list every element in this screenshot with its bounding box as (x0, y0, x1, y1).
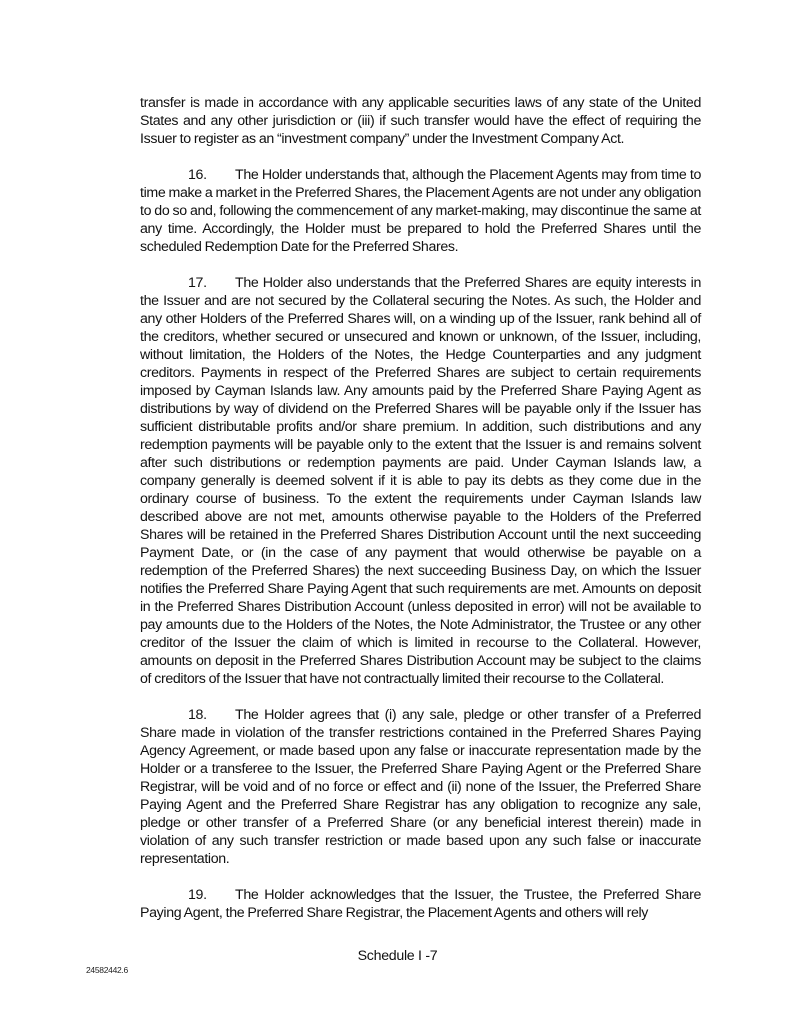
paragraph-16 (140, 166, 701, 256)
paragraph-text: The Holder acknowledges that the Issuer, the Trustee, the Preferred Share Paying Agent, the Preferred Share Registrar, the Placement Agents and others will rely (140, 887, 701, 921)
paragraph-15-continuation (140, 94, 701, 148)
paragraph-text: The Holder also understands that the Preferred Shares are equity interests in the Issuer and are not secured by the Collateral securing the Notes. As such, the Holder and any other Holders of the Preferred Shares will, on a winding up of the Issuer, rank behind all of the creditors, whether secured or unsecured and known or unknown, of the Issuer, including, without limitation, the Holders of the Notes, the Hedge Counterparties and any judgment creditors. Payments in respect of the Preferred Shares are subject to certain requirements imposed by Cayman Islands law. Any amounts paid by the Preferred Share Paying Agent as distributions by way of dividend on the Preferred Shares will be payable only if the Issuer has sufficient distributable profits and/or share premium. In addition, such distributions and any redemption payments will be payable only to the extent that the Issuer is and remains solvent after such distributions or redemption payments are paid. Under Cayman Islands law, a company generally is deemed solvent if it is able to pay its debts as they come due in the ordinary course of business. To the extent the requirements under Cayman Islands law described above are not met, amounts otherwise payable to the Holders of the Preferred Shares will be retained in the Preferred Shares Distribution Account until the next succeeding Payment Date, or (in the case of any payment that would otherwise be payable on a redemption of the Preferred Shares) the next succeeding Business Day, on which the Issuer notifies the Preferred Share Paying Agent that such requirements are met. Amounts on deposit in the Preferred Shares Distribution Account (unless deposited in error) will not be available to pay amounts due to the Holders of the Notes, the Note Administrator, the Trustee or any other creditor of the Issuer the claim of which is limited in recourse to the Collateral. However, amounts on deposit in the Preferred Shares Distribution Account may be subject to the claims of creditors of the Issuer that have not contractually limited their recourse to the Collateral. (140, 275, 701, 687)
document-id: 24582442.6 (86, 965, 128, 975)
paragraph-number: 16. (188, 167, 207, 183)
paragraph-17 (140, 274, 701, 688)
paragraph-number: 17. (188, 275, 207, 291)
document-body (140, 94, 701, 940)
page-number-label: Schedule I -7 (357, 948, 438, 964)
paragraph-text: The Holder agrees that (i) any sale, pledge or other transfer of a Preferred Share made in violation of the transfer restrictions contained in the Preferred Shares Paying Agency Agreement, or made based upon any false or inaccurate representation made by the Holder or a transferee to the Issuer, the Preferred Share Paying Agent or the Preferred Share Registrar, will be void and of no force or effect and (ii) none of the Issuer, the Preferred Share Paying Agent and the Preferred Share Registrar has any obligation to recognize any sale, pledge or other transfer of a Preferred Share (or any beneficial interest therein) made in violation of any such transfer restriction or made based upon any such false or inaccurate representation. (140, 707, 701, 867)
paragraph-number: 18. (188, 707, 207, 723)
paragraph-text: The Holder understands that, although the Placement Agents may from time to time make a market in the Preferred Shares, the Placement Agents are not under any obligation to do so and, following the commencement of any market-making, may discontinue the same at any time. Accordingly, the Holder must be prepared to hold the Preferred Shares until the scheduled Redemption Date for the Preferred Shares. (140, 167, 701, 255)
page-footer (0, 948, 791, 964)
paragraph-19 (140, 886, 701, 922)
paragraph-text: transfer is made in accordance with any applicable securities laws of any state of the United States and any other jurisdiction or (iii) if such transfer would have the effect of requiring the Issuer to register as an “investment company” under the Investment Company Act. (140, 95, 701, 147)
paragraph-number: 19. (188, 887, 207, 903)
paragraph-18 (140, 706, 701, 868)
